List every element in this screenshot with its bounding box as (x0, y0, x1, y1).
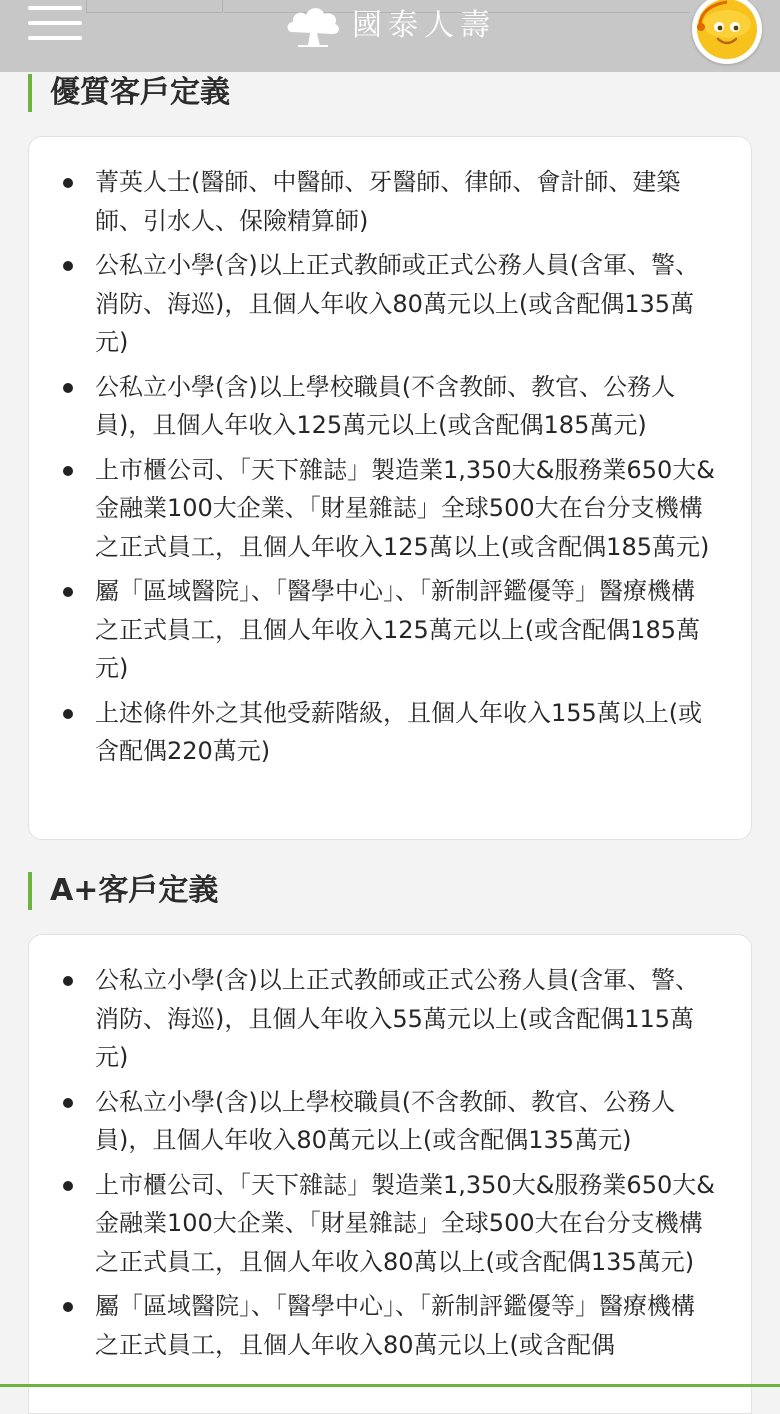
header-divider (86, 0, 87, 13)
list-item: 上市櫃公司、「天下雜誌」製造業1,350大&服務業650大&金融業100大企業、「財星雜誌」全球500大在台分支機構之正式員工，且個人年收入125萬以上(或含配偶185萬元) (29, 451, 751, 567)
list-item: 菁英人士(醫師、中醫師、牙醫師、律師、會計師、建築師、引水人、保險精算師) (29, 163, 751, 240)
header-divider (86, 12, 222, 13)
bullet-icon (63, 976, 73, 986)
a-plus-criteria-list (29, 935, 751, 1364)
bullet-icon (63, 1302, 73, 1312)
hamburger-menu-icon[interactable] (28, 0, 84, 46)
brand-name: 國泰人壽 (352, 8, 496, 43)
section-title-premium: 優質客戶定義 (28, 74, 230, 112)
list-item: 上市櫃公司、「天下雜誌」製造業1,350大&服務業650大&金融業100大企業、「財星雜誌」全球500大在台分支機構之正式員工，且個人年收入80萬以上(或含配偶135萬元) (29, 1166, 751, 1282)
chatbot-avatar-icon[interactable] (692, 0, 762, 64)
list-item: 屬「區域醫院」、「醫學中心」、「新制評鑑優等」醫療機構之正式員工，且個人年收入125萬元以上(或含配偶185萬元) (29, 572, 751, 688)
list-item: 公私立小學(含)以上正式教師或正式公務人員(含軍、警、消防、海巡)，且個人年收入55萬元以上(或含配偶115萬元) (29, 961, 751, 1077)
list-item: 公私立小學(含)以上正式教師或正式公務人員(含軍、警、消防、海巡)，且個人年收入80萬元以上(或含配偶135萬元) (29, 246, 751, 362)
premium-criteria-list (29, 137, 751, 771)
bullet-icon (63, 709, 73, 719)
smiley-face-icon (692, 0, 762, 64)
top-header (0, 0, 780, 72)
a-plus-definition-card (28, 934, 752, 1414)
list-item: 上述條件外之其他受薪階級，且個人年收入155萬以上(或含配偶220萬元) (29, 694, 751, 771)
tree-logo-icon (284, 4, 342, 48)
brand-logo[interactable] (284, 4, 496, 48)
bullet-icon (63, 1098, 73, 1108)
bullet-icon (63, 178, 73, 188)
list-item: 公私立小學(含)以上學校職員(不含教師、教官、公務人員)，且個人年收入80萬元以上(或含配偶135萬元) (29, 1083, 751, 1160)
bullet-icon (63, 1181, 73, 1191)
list-item: 屬「區域醫院」、「醫學中心」、「新制評鑑優等」醫療機構之正式員工，且個人年收入80萬元以上(或含配偶 (29, 1287, 751, 1364)
bullet-icon (63, 466, 73, 476)
bullet-icon (63, 383, 73, 393)
premium-definition-card (28, 136, 752, 840)
bullet-icon (63, 261, 73, 271)
bullet-icon (63, 587, 73, 597)
header-divider (222, 0, 223, 13)
section-title-a-plus: A+客戶定義 (28, 872, 218, 910)
list-item: 公私立小學(含)以上學校職員(不含教師、教官、公務人員)，且個人年收入125萬元以上(或含配偶185萬元) (29, 368, 751, 445)
